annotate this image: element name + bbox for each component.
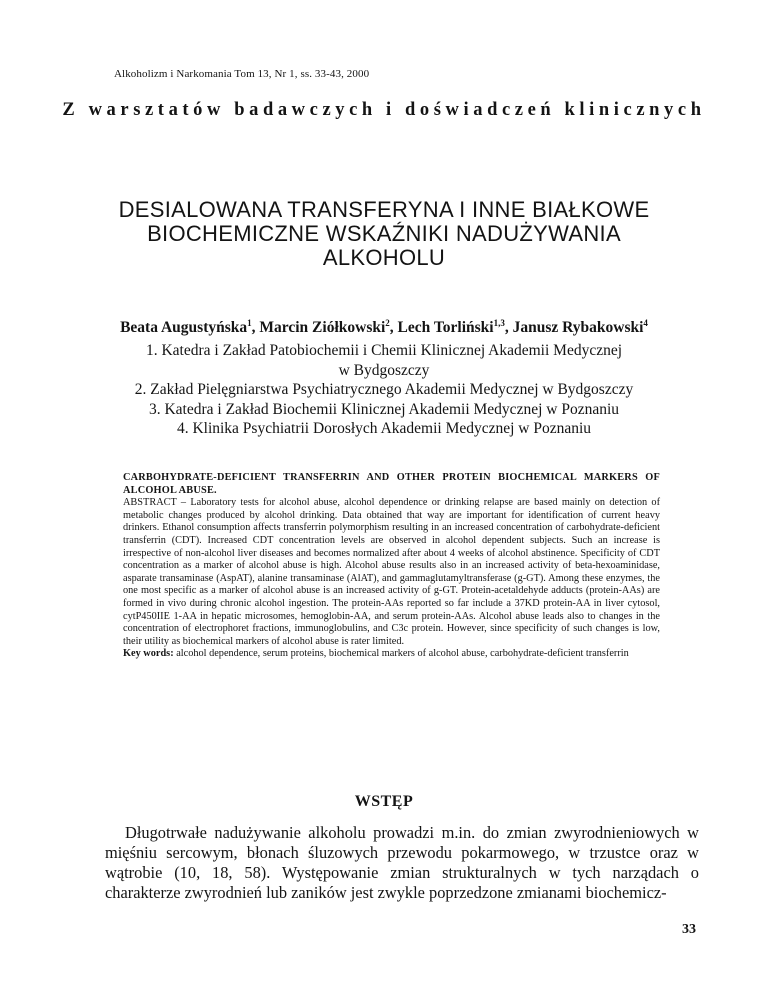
journal-reference: Alkoholizm i Narkomania Tom 13, Nr 1, ss. 33-43, 2000 — [114, 68, 370, 80]
section-heading: Z warsztatów badawczych i doświadczeń klinicznych — [62, 100, 706, 120]
author-separator: , — [504, 319, 513, 337]
author-name: Lech Torliński — [397, 319, 494, 337]
body-paragraph: Długotrwałe nadużywanie alkoholu prowadzi m.in. do zmian zwyrodnieniowych w mięśniu sercowym, błonach śluzowych przewodu pokarmowego, w trzustce oraz w wątrobie (10, 18, 58). Występowanie zmian strukturalnych w tych narządach o charakterze zwyrodnień lub zaników jest zwykle poprzedzone zmianami biochemicz- — [105, 823, 699, 902]
abstract-text: ABSTRACT – Laboratory tests for alcohol abuse, alcohol dependence or drinking relapse are based mainly on detection of metabolic changes produced by alcohol drinking. Data obtained that way are important for identification of current heavy drinkers. Ethanol consumption affects transferrin polymorphism resulting in an increased concentration of carbohydrate-deficient transferrin (CDT). Increased CDT concentration levels are observed in alcohol dependent subjects. Such an increase is irrespective of non-alcohol liver diseases and becomes normalized after about 4 weeks of alcohol abstinence. Specificity of CDT concentration as a marker of alcohol abuse is high. Alcohol abuse results also in an increased activity of beta-hexoaminidase, asparate transaminase (AspAT), alanine transaminase (AlAT), and gammaglutamyltransferase (g-GT). Among these enzymes, the one most specific as a marker of alcohol abuse is an increased activity of g-GT. Protein-acetaldehyde adducts (protein-AAs) are formed in vivo during chronic alcohol ingestion. The protein-AAs reported so far include a 37KD protein-AA in liver cytosol, cytP450IIE 1-AA in hepatic microsomes, hemoglobin-AA, and serum protein-AAs. Alcohol abuse leads also to changes in the concentration of electrophoret fractions, immunoglobulins, and C3c protein. However, since specificity of such changes is low, their utility as biochemical markers of alcohol abuse is rater limited. — [123, 497, 660, 647]
page-number: 33 — [682, 922, 696, 937]
author-affil-mark: 1,3 — [493, 318, 505, 328]
affiliations — [0, 341, 768, 439]
affiliation-line: 3. Katedra i Zakład Biochemii Klinicznej Akademii Medycznej w Poznaniu — [148, 400, 620, 418]
affiliation-line: w Bydgoszczy — [338, 361, 430, 379]
keywords-text: alcohol dependence, serum proteins, biochemical markers of alcohol abuse, carbohydrate-deficient transferrin — [176, 648, 629, 660]
affiliation-line: 2. Zakład Pielęgniarstwa Psychiatrycznego Akademii Medycznej w Bydgoszczy — [134, 381, 634, 398]
affiliation-line: 1. Katedra i Zakład Patobiochemii i Chemii Klinicznej Akademii Medycznej — [145, 342, 623, 359]
affiliation-line: 4. Klinika Psychiatrii Dorosłych Akademii Medycznej w Poznaniu — [176, 420, 592, 437]
author-affil-mark: 4 — [643, 318, 648, 328]
author-name: Beata Augustyńska — [120, 319, 248, 337]
author-affil-mark: 2 — [385, 318, 390, 328]
title-line: DESIALOWANA TRANSFERYNA I INNE BIAŁKOWE — [118, 197, 650, 222]
keywords-label: Key words: — [123, 648, 174, 660]
author-name: Marcin Ziółkowski — [259, 319, 386, 337]
keywords-line — [123, 648, 660, 661]
author-affil-mark: 1 — [247, 318, 252, 328]
title-line: BIOCHEMICZNE WSKAŹNIKI NADUŻYWANIA — [147, 221, 621, 246]
author-separator: , — [251, 319, 260, 337]
article-title — [0, 198, 768, 270]
authors-line — [0, 318, 768, 337]
author-name: Janusz Rybakowski — [512, 319, 644, 337]
abstract-block — [123, 472, 660, 661]
title-line: ALKOHOLU — [322, 245, 446, 270]
abstract-heading: CARBOHYDRATE-DEFICIENT TRANSFERRIN AND OTHER PROTEIN BIOCHEMICAL MARKERS OF ALCOHOL ABUSE. — [123, 472, 660, 496]
author-separator: , — [389, 319, 398, 337]
section-wstep-heading: WSTĘP — [354, 793, 414, 810]
